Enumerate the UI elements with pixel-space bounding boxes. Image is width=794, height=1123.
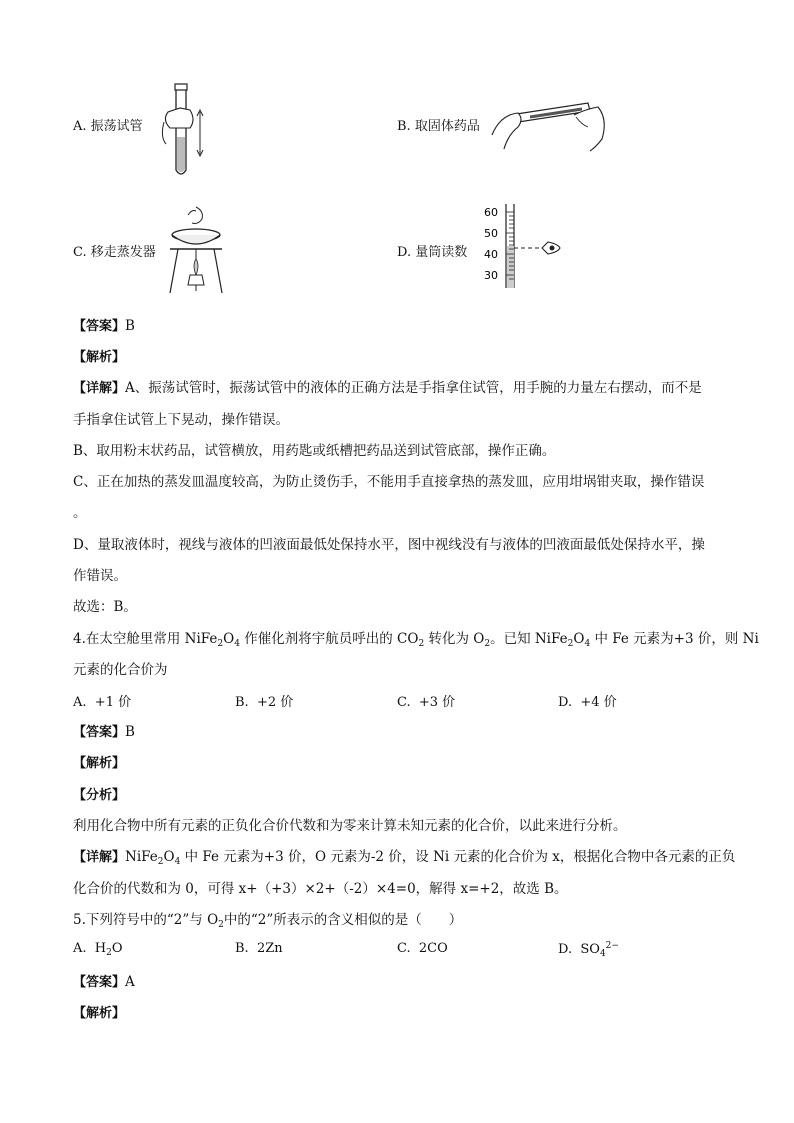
q4-option-a: A. +1 价 (73, 695, 132, 710)
q3-detail-line-7: 作错误。 (73, 568, 127, 584)
q5-answer: 【答案】A (73, 974, 135, 990)
q3-detail-line-2: 手指拿住试管上下晃动，操作错误。 (73, 412, 289, 428)
q5-stem: 5.下列符号中的“2”与 $O_2$中的“2”所表示的含义相似的是（ ） (73, 912, 463, 930)
q5-option-d: D. $SO_4^{2-}$ (558, 941, 619, 959)
tick-60: 60 (484, 206, 498, 219)
q3-detail-line-6: D、量取液体时，视线与液体的凹液面最低处保持水平，图中视线没有与液体的凹液面最低处保持水平，操 (73, 537, 705, 553)
q3-detail-line-5: 。 (73, 505, 87, 521)
q4-option-c: C. +3 价 (397, 695, 456, 710)
tick-50: 50 (484, 227, 498, 240)
q3-option-b: B. 取固体药品 (397, 119, 480, 134)
q5-option-c: C. 2CO (397, 941, 448, 956)
q4-stem-line-1: 4.在太空舱里常用 $NiFe_2O_4$ 作催化剂将宇航员呼出的 $CO_2$ 转化为 $O_2$。已知 $NiFe_2O_4$ 中 Fe 元素为+3 价，则 Ni (73, 631, 759, 649)
tick-40: 40 (484, 248, 498, 261)
q4-detail-line-2: 化合价的代数和为 0，可得 x+（+3）×2+（-2）×4=0，解得 x=+2，故选 B。 (73, 881, 568, 897)
q5-analysis-tag: 【解析】 (73, 1006, 126, 1021)
q3-detail-line-3: B、取用粉末状药品，试管横放，用药匙或纸槽把药品送到试管底部，操作正确。 (73, 443, 556, 459)
q3-answer: 【答案】B (73, 318, 135, 334)
q4-answer: 【答案】B (73, 724, 135, 740)
q3-analysis-tag: 【解析】 (73, 350, 126, 365)
q3-option-a: A. 振荡试管 (73, 119, 143, 134)
q4-detail-line-1: 【详解】$NiFe_2O_4$ 中 Fe 元素为+3 价，O 元素为-2 价，设 Ni 元素的化合价为 x，根据化合物中各元素的正负 (73, 849, 736, 867)
q3-detail-line-4: C、正在加热的蒸发皿温度较高，为防止烫伤手，不能用手直接拿热的蒸发皿，应用坩埚钳夹取，操作错误 (73, 474, 705, 490)
q3-option-d: D. 量筒读数 (397, 245, 468, 260)
q4-option-d: D. +4 价 (558, 695, 617, 710)
q3-conclusion: 故选：B。 (73, 599, 137, 615)
shaking-test-tube-figure (160, 82, 210, 182)
q4-fenxi-tag: 【分析】 (73, 788, 126, 803)
q4-option-b: B. +2 价 (235, 695, 294, 710)
q4-stem-line-2: 元素的化合价为 (73, 662, 168, 678)
graduated-cylinder-figure (480, 202, 570, 292)
q5-option-b: B. 2Zn (235, 941, 283, 956)
tick-30: 30 (484, 269, 498, 282)
take-solid-reagent-figure (490, 95, 610, 155)
evaporating-dish-figure (166, 205, 226, 297)
q4-analysis-tag: 【解析】 (73, 756, 126, 771)
q3-option-c: C. 移走蒸发器 (73, 245, 156, 260)
q5-option-a: A. $H_2O$ (73, 941, 123, 958)
q4-fenxi-text: 利用化合物中所有元素的正负化合价代数和为零来计算未知元素的化合价，以此来进行分析。 (73, 818, 627, 834)
q3-detail-line-1: 【详解】A、振荡试管时，振荡试管中的液体的正确方法是手指拿住试管，用手腕的力量左右摆动，而不是 (73, 380, 702, 396)
